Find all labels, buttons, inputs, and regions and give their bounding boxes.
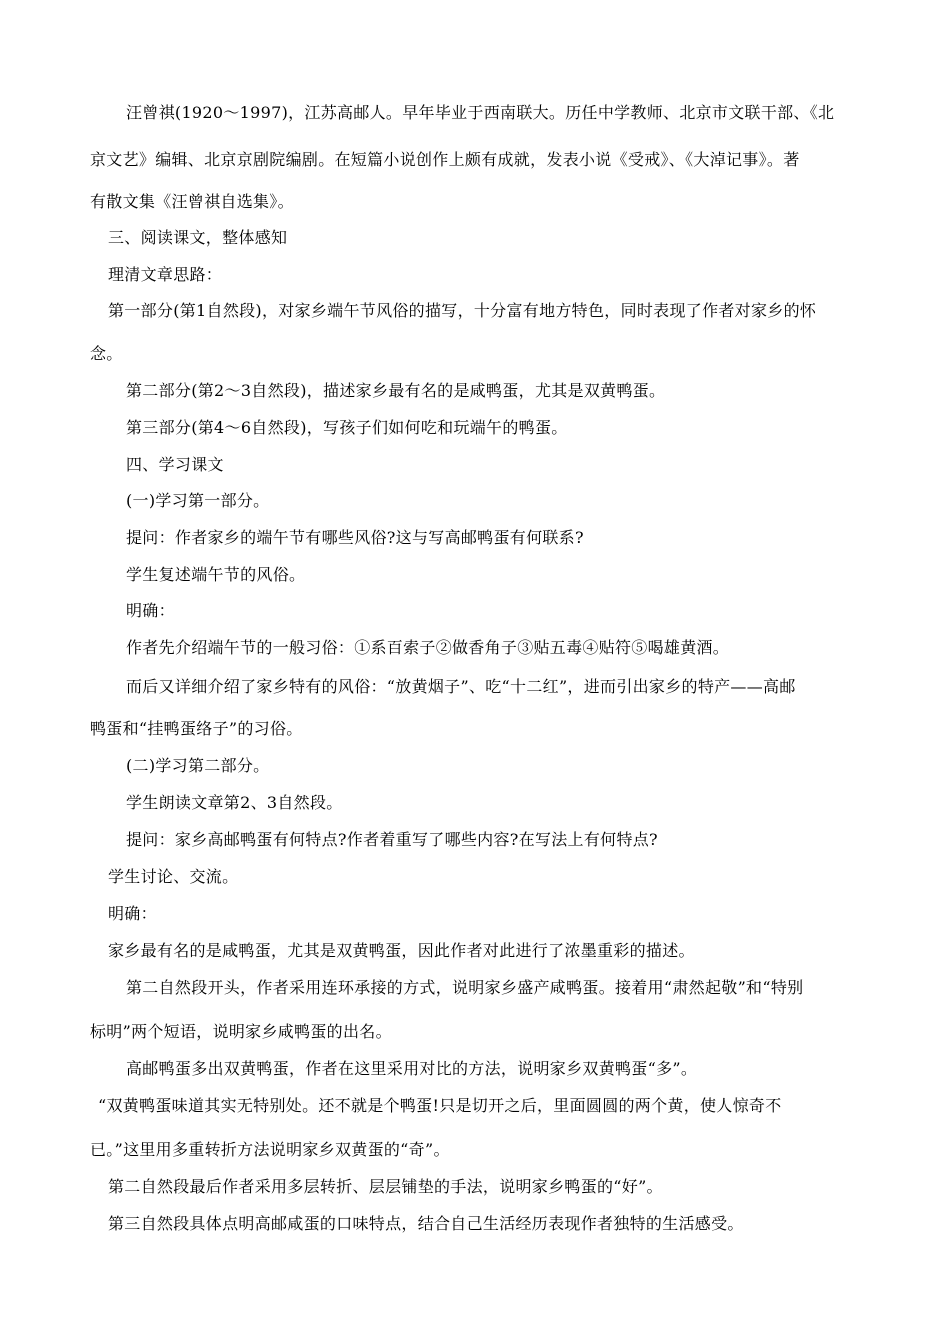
paragraph-local-customs-line-1: 而后又详细介绍了家乡特有的风俗：“放黄烟子”、吃“十二红”，进而引出家乡的特产——高邮 xyxy=(126,677,796,696)
subheading-part2: (二)学习第二部分。 xyxy=(126,756,270,775)
paragraph-double-yolk: 高邮鸭蛋多出双黄鸭蛋，作者在这里采用对比的方法，说明家乡双黄鸭蛋“多”。 xyxy=(126,1059,698,1078)
paragraph-line: 明确： xyxy=(108,904,157,923)
subheading-part1: (一)学习第一部分。 xyxy=(126,491,270,510)
paragraph-line: 第三自然段具体点明高邮咸蛋的口味特点，结合自己生活经历表现作者独特的生活感受。 xyxy=(108,1214,744,1233)
paragraph-local-customs-line-2: 鸭蛋和“挂鸭蛋络子”的习俗。 xyxy=(90,719,303,738)
paragraph-line: 家乡最有名的是咸鸭蛋，尤其是双黄鸭蛋，因此作者对此进行了浓墨重彩的描述。 xyxy=(108,941,695,960)
paragraph-line: 学生讨论、交流。 xyxy=(108,867,239,886)
section-heading-4: 四、学习课文 xyxy=(126,455,224,474)
paragraph-customs: 作者先介绍端午节的一般习俗：①系百索子②做香角子③贴五毒④贴符⑤喝雄黄酒。 xyxy=(126,638,730,657)
paragraph-question-1: 提问：作者家乡的端午节有哪些风俗?这与写高邮鸭蛋有何联系? xyxy=(126,528,584,547)
paragraph-part2: 第二部分(第2～3自然段)，描述家乡最有名的是咸鸭蛋，尤其是双黄鸭蛋。 xyxy=(126,381,666,400)
paragraph-quote-line-2: 已。”这里用多重转折方法说明家乡双黄蛋的“奇”。 xyxy=(90,1140,450,1159)
paragraph-author-bio-line-3: 有散文集《汪曾祺自选集》。 xyxy=(90,192,294,211)
paragraph-para2-line-1: 第二自然段开头，作者采用连环承接的方式，说明家乡盛产咸鸭蛋。接着用“肃然起敬”和“特别 xyxy=(126,978,804,997)
paragraph-question-2: 提问：家乡高邮鸭蛋有何特点?作者着重写了哪些内容?在写法上有何特点? xyxy=(126,830,658,849)
paragraph-quote-line-1: “双黄鸭蛋味道其实无特别处。还不就是个鸭蛋!只是切开之后，里面圆圆的两个黄，使人惊奇不 xyxy=(98,1096,782,1115)
paragraph-line: 明确： xyxy=(126,601,175,620)
paragraph-line: 理清文章思路： xyxy=(108,265,223,284)
paragraph-author-bio-line-1: 汪曾祺(1920～1997)，江苏高邮人。早年毕业于西南联大。历任中学教师、北京市文联干部、《北 xyxy=(126,103,835,122)
paragraph-author-bio-line-2: 京文艺》编辑、北京京剧院编剧。在短篇小说创作上颇有成就，发表小说《受戒》、《大淖记事》。著 xyxy=(90,150,800,169)
paragraph-part3: 第三部分(第4～6自然段)，写孩子们如何吃和玩端午的鸭蛋。 xyxy=(126,418,568,437)
paragraph-line: 学生朗读文章第2、3自然段。 xyxy=(126,793,343,812)
paragraph-part1-line-1: 第一部分(第1自然段)，对家乡端午节风俗的描写，十分富有地方特色，同时表现了作者对家乡的怀 xyxy=(108,301,817,320)
paragraph-part1-line-2: 念。 xyxy=(90,344,123,363)
paragraph-line: 学生复述端午节的风俗。 xyxy=(126,565,306,584)
paragraph-para2-line-2: 标明”两个短语，说明家乡咸鸭蛋的出名。 xyxy=(90,1022,392,1041)
paragraph-line: 第二自然段最后作者采用多层转折、层层铺垫的手法，说明家乡鸭蛋的“好”。 xyxy=(108,1177,663,1196)
section-heading-3: 三、阅读课文，整体感知 xyxy=(108,228,288,247)
